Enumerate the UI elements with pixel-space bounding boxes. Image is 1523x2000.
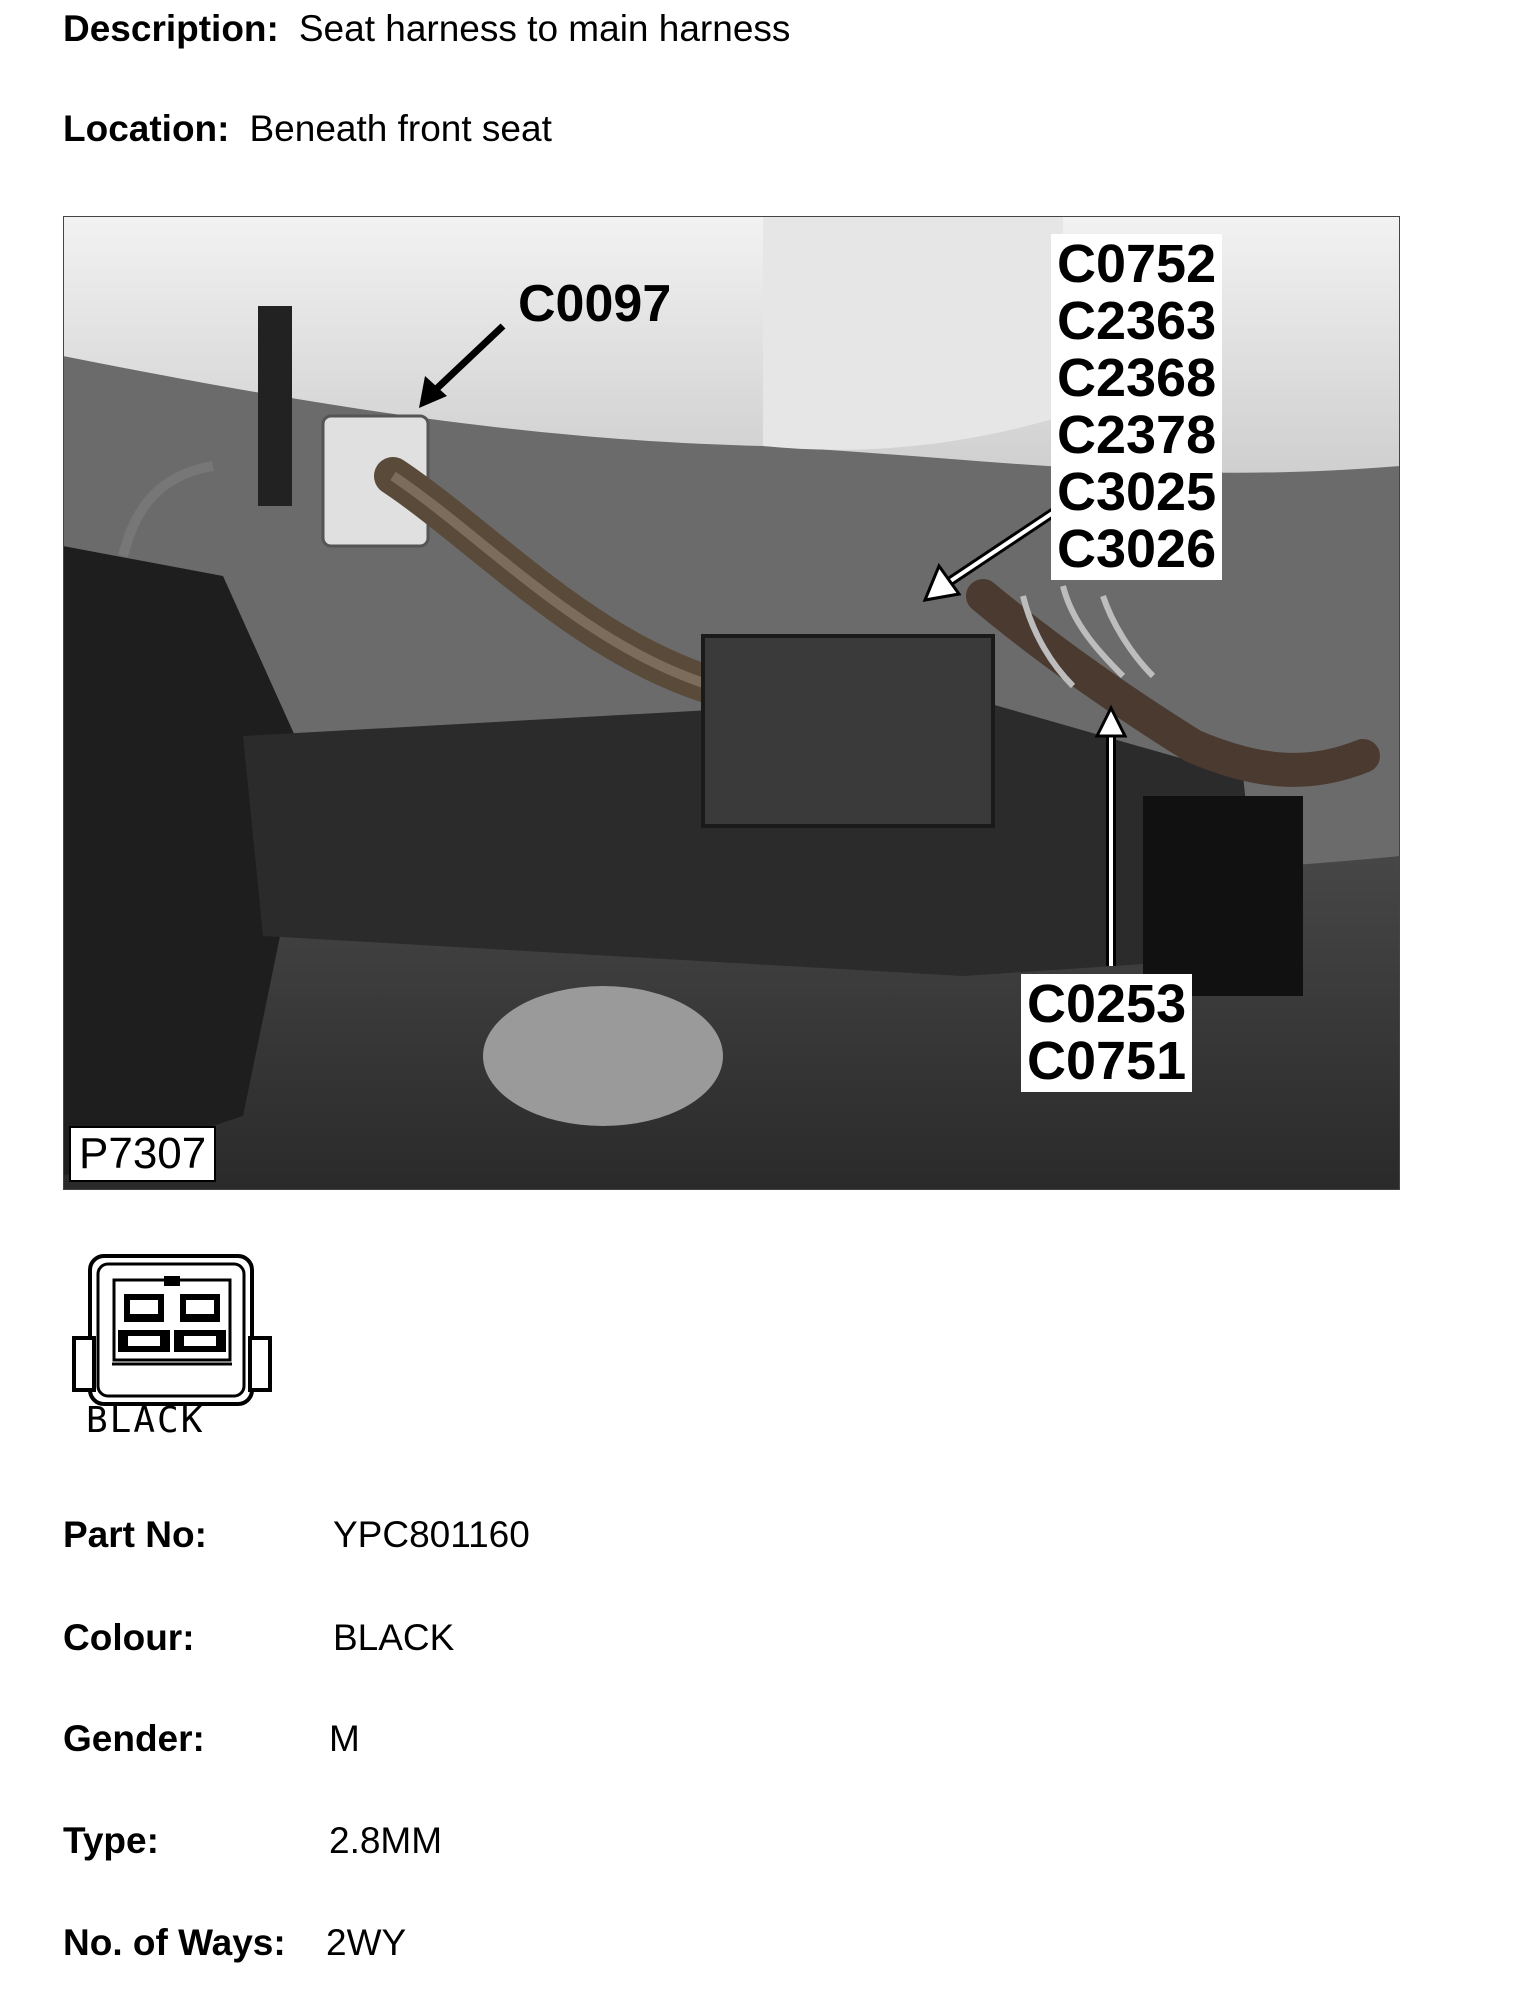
connector-color-label: BLACK [86,1400,205,1441]
location-label: Location: [63,108,230,149]
spec-type [63,1820,443,1862]
callout-item: C2363 [1057,291,1217,351]
spec-label: Part No: [63,1514,207,1555]
callout-item: C3026 [1057,519,1217,579]
callout-item: C0751 [1027,1031,1187,1091]
spec-label: Gender: [63,1718,205,1759]
spec-part-no [63,1514,530,1556]
spec-value: YPC801160 [333,1514,530,1555]
floor-plug [483,986,723,1126]
description-value: Seat harness to main harness [298,8,791,49]
spec-value: 2WY [326,1922,407,1963]
spec-gender [63,1718,360,1760]
spec-label: No. of Ways: [63,1922,286,1963]
seat-bracket [258,306,292,506]
figure-reference: P7307 [69,1126,216,1182]
callout-upper-connector-group [1051,234,1222,580]
spec-value: M [329,1718,360,1759]
callout-item: C3025 [1057,462,1217,522]
callout-item: C0253 [1027,974,1187,1034]
spec-no-of-ways [63,1922,406,1964]
spec-value: BLACK [333,1617,455,1658]
callout-lower-connector-group [1021,974,1192,1092]
callout-item: C2378 [1057,405,1217,465]
location-photo [63,216,1400,1190]
description-row [63,8,790,50]
spec-value: 2.8MM [329,1820,443,1861]
floor-bracket [1143,796,1303,996]
spec-label: Colour: [63,1617,195,1658]
description-label: Description: [63,8,279,49]
location-value: Beneath front seat [249,108,552,149]
spec-label: Type: [63,1820,159,1861]
spec-colour [63,1617,455,1659]
module-connectors [703,636,993,826]
callout-item: C0752 [1057,234,1217,294]
callout-item: C2368 [1057,348,1217,408]
callout-c0097: C0097 [518,275,672,333]
location-row [63,108,552,150]
